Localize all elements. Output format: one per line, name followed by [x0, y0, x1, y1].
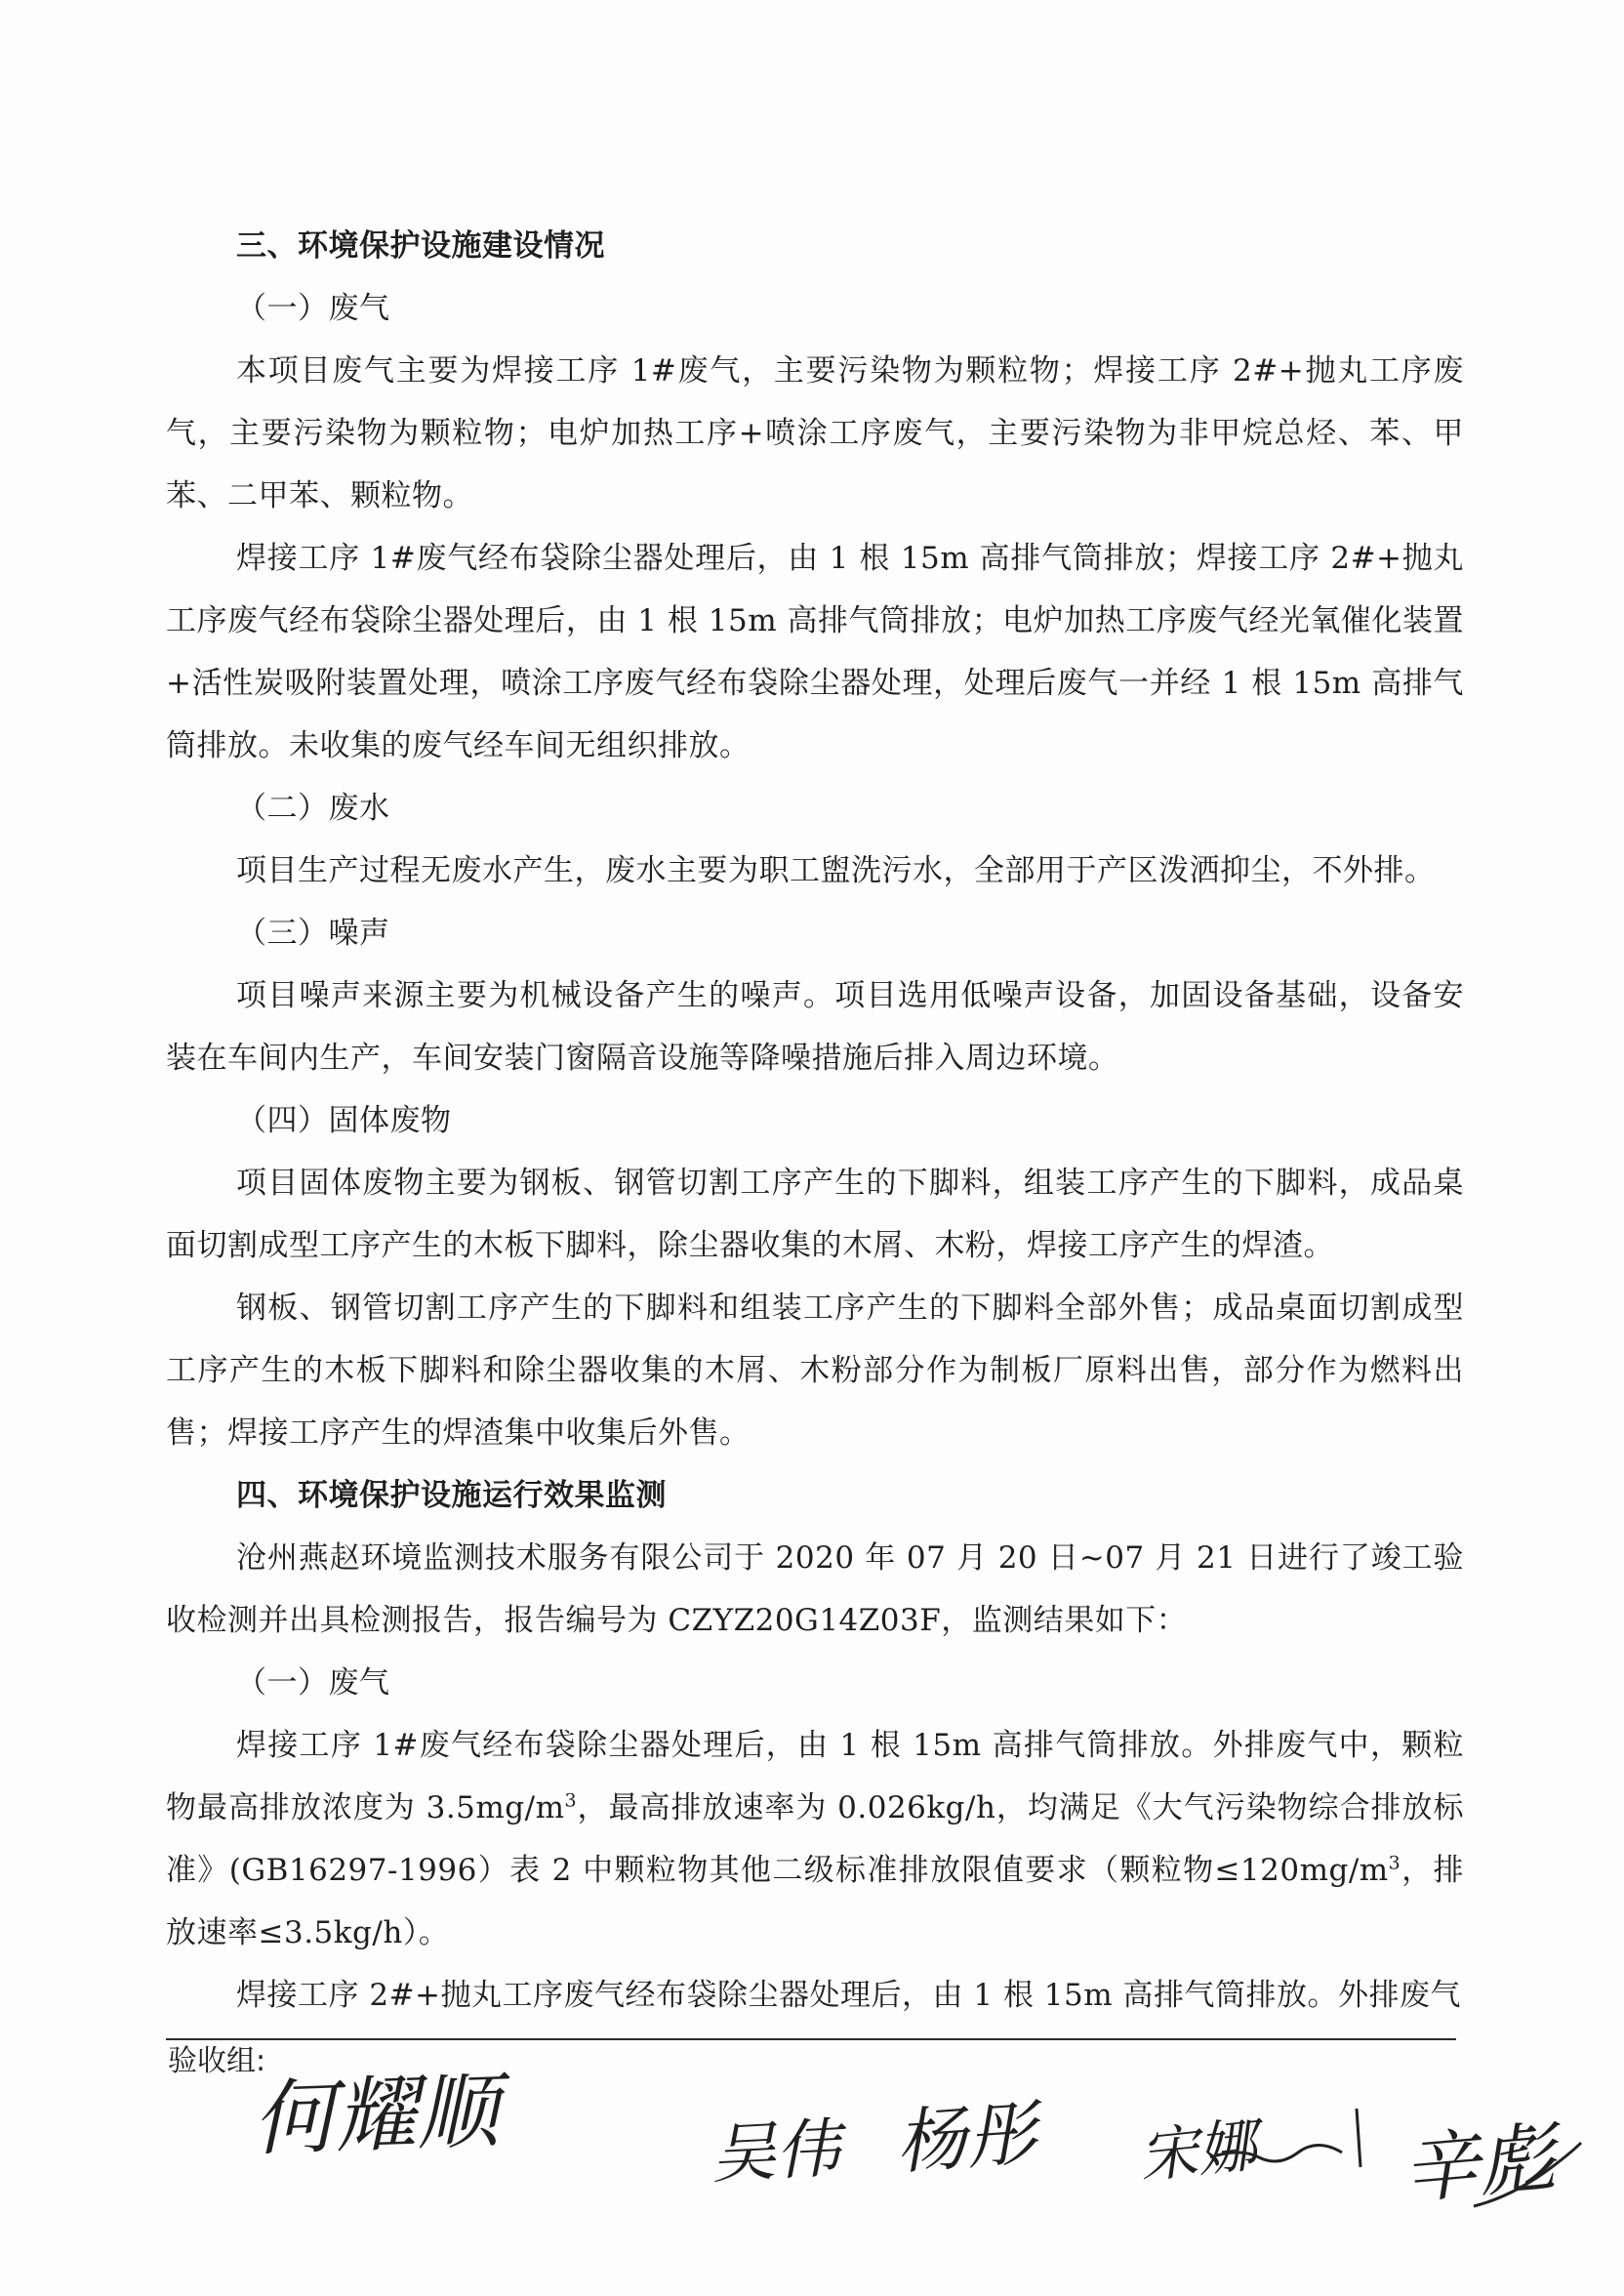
- document-body: [166, 215, 1464, 2027]
- section-3-2-paragraph-1: 项目生产过程无废水产生，废水主要为职工盥洗污水，全部用于产区泼洒抑尘，不外排。: [236, 853, 1436, 888]
- section-4-1-paragraph-2: 焊接工序 2#+抛丸工序废气经布袋除尘器处理后，由 1 根 15m 高排气筒排放。外排废气: [236, 1978, 1462, 2013]
- signature-3: [893, 2092, 1046, 2184]
- signatures-svg: [244, 2050, 1591, 2265]
- section-3-2-heading: （二）废水: [236, 791, 390, 826]
- signature-4: [1136, 2109, 1360, 2192]
- section-4-heading: 四、环境保护设施运行效果监测: [236, 1478, 667, 1513]
- signature-2: [710, 2111, 850, 2193]
- superscript: 3: [1388, 1852, 1401, 1874]
- section-3-heading: 三、环境保护设施建设情况: [236, 228, 605, 264]
- svg-text:宋娜: 宋娜: [1136, 2111, 1260, 2192]
- section-3-1-paragraph-2: 焊接工序 1#废气经布袋除尘器处理后，由 1 根 15m 高排气筒排放；焊接工序 2#+抛丸工序废气经布袋除尘器处理后，由 1 根 15m 高排气筒排放；电炉加热工序废气经光氧催化装置+活性炭吸附装置处理，喷涂工序废气经布袋除尘器处理，处理后废气一并经 1 根 15m 高排气筒排放。未收集的废气经车间无组织排放。: [166, 541, 1464, 763]
- section-3-1-heading: （一）废气: [236, 291, 390, 326]
- section-3-1-paragraph-1: 本项目废气主要为焊接工序 1#废气，主要污染物为颗粒物；焊接工序 2#+抛丸工序废气，主要污染物为颗粒物；电炉加热工序+喷涂工序废气，主要污染物为非甲烷总烃、苯、甲苯、二甲苯、颗粒物。: [166, 353, 1464, 513]
- section-4-paragraph-1: 沧州燕赵环境监测技术服务有限公司于 2020 年 07 月 20 日~07 月 21 日进行了竣工验收检测并出具检测报告，报告编号为 CZYZ20G14Z03F，监测结果如下：: [166, 1540, 1464, 1638]
- superscript: 3: [564, 1789, 578, 1812]
- section-3-3-paragraph-1: 项目噪声来源主要为机械设备产生的噪声。项目选用低噪声设备，加固设备基础，设备安装在车间内生产，车间安装门窗隔音设施等降噪措施后排入周边环境。: [166, 978, 1464, 1076]
- signature-area: [244, 2050, 1591, 2265]
- svg-text:辛彪: 辛彪: [1399, 2113, 1560, 2215]
- signature-5: [1400, 2113, 1581, 2215]
- paragraph-text: 焊接工序 1#废气经布袋除尘器处理后，由 1 根 15m 高排气筒排放。外排废气中，颗粒物最高排放浓度为 3.5mg/m: [166, 1728, 1464, 1825]
- section-4-1-heading: （一）废气: [236, 1665, 390, 1701]
- signature-1: [251, 2063, 512, 2167]
- section-3-4-paragraph-2: 钢板、钢管切割工序产生的下脚料和组装工序产生的下脚料全部外售；成品桌面切割成型工序产生的木板下脚料和除尘器收集的木屑、木粉部分作为制板厂原料出售，部分作为燃料出售；焊接工序产生的焊渣集中收集后外售。: [166, 1291, 1464, 1451]
- section-3-4-paragraph-1: 项目固体废物主要为钢板、钢管切割工序产生的下脚料，组装工序产生的下脚料，成品桌面切割成型工序产生的木板下脚料，除尘器收集的木屑、木粉，焊接工序产生的焊渣。: [166, 1166, 1464, 1263]
- section-4-1-paragraph-1: [166, 1714, 1464, 1964]
- svg-text:杨彤: 杨彤: [893, 2092, 1039, 2184]
- section-3-4-heading: （四）固体废物: [236, 1103, 452, 1138]
- paragraph-text: ，最高排放速率为 0.026kg/h，均满足《大气污染物综合排放标准》(GB16297-1996）表 2 中颗粒物其他二级标准排放限值要求（颗粒物≤120mg/m: [166, 1790, 1465, 1888]
- footer-divider: [166, 2038, 1456, 2040]
- section-3-3-heading: （三）噪声: [236, 916, 390, 951]
- svg-text:吴伟: 吴伟: [709, 2111, 842, 2193]
- svg-text:何耀顺: 何耀顺: [251, 2063, 501, 2167]
- paragraph-text: ，排放速率≤3.5kg/h）。: [166, 1853, 1464, 1950]
- acceptance-group-label: 验收组:: [168, 2044, 266, 2078]
